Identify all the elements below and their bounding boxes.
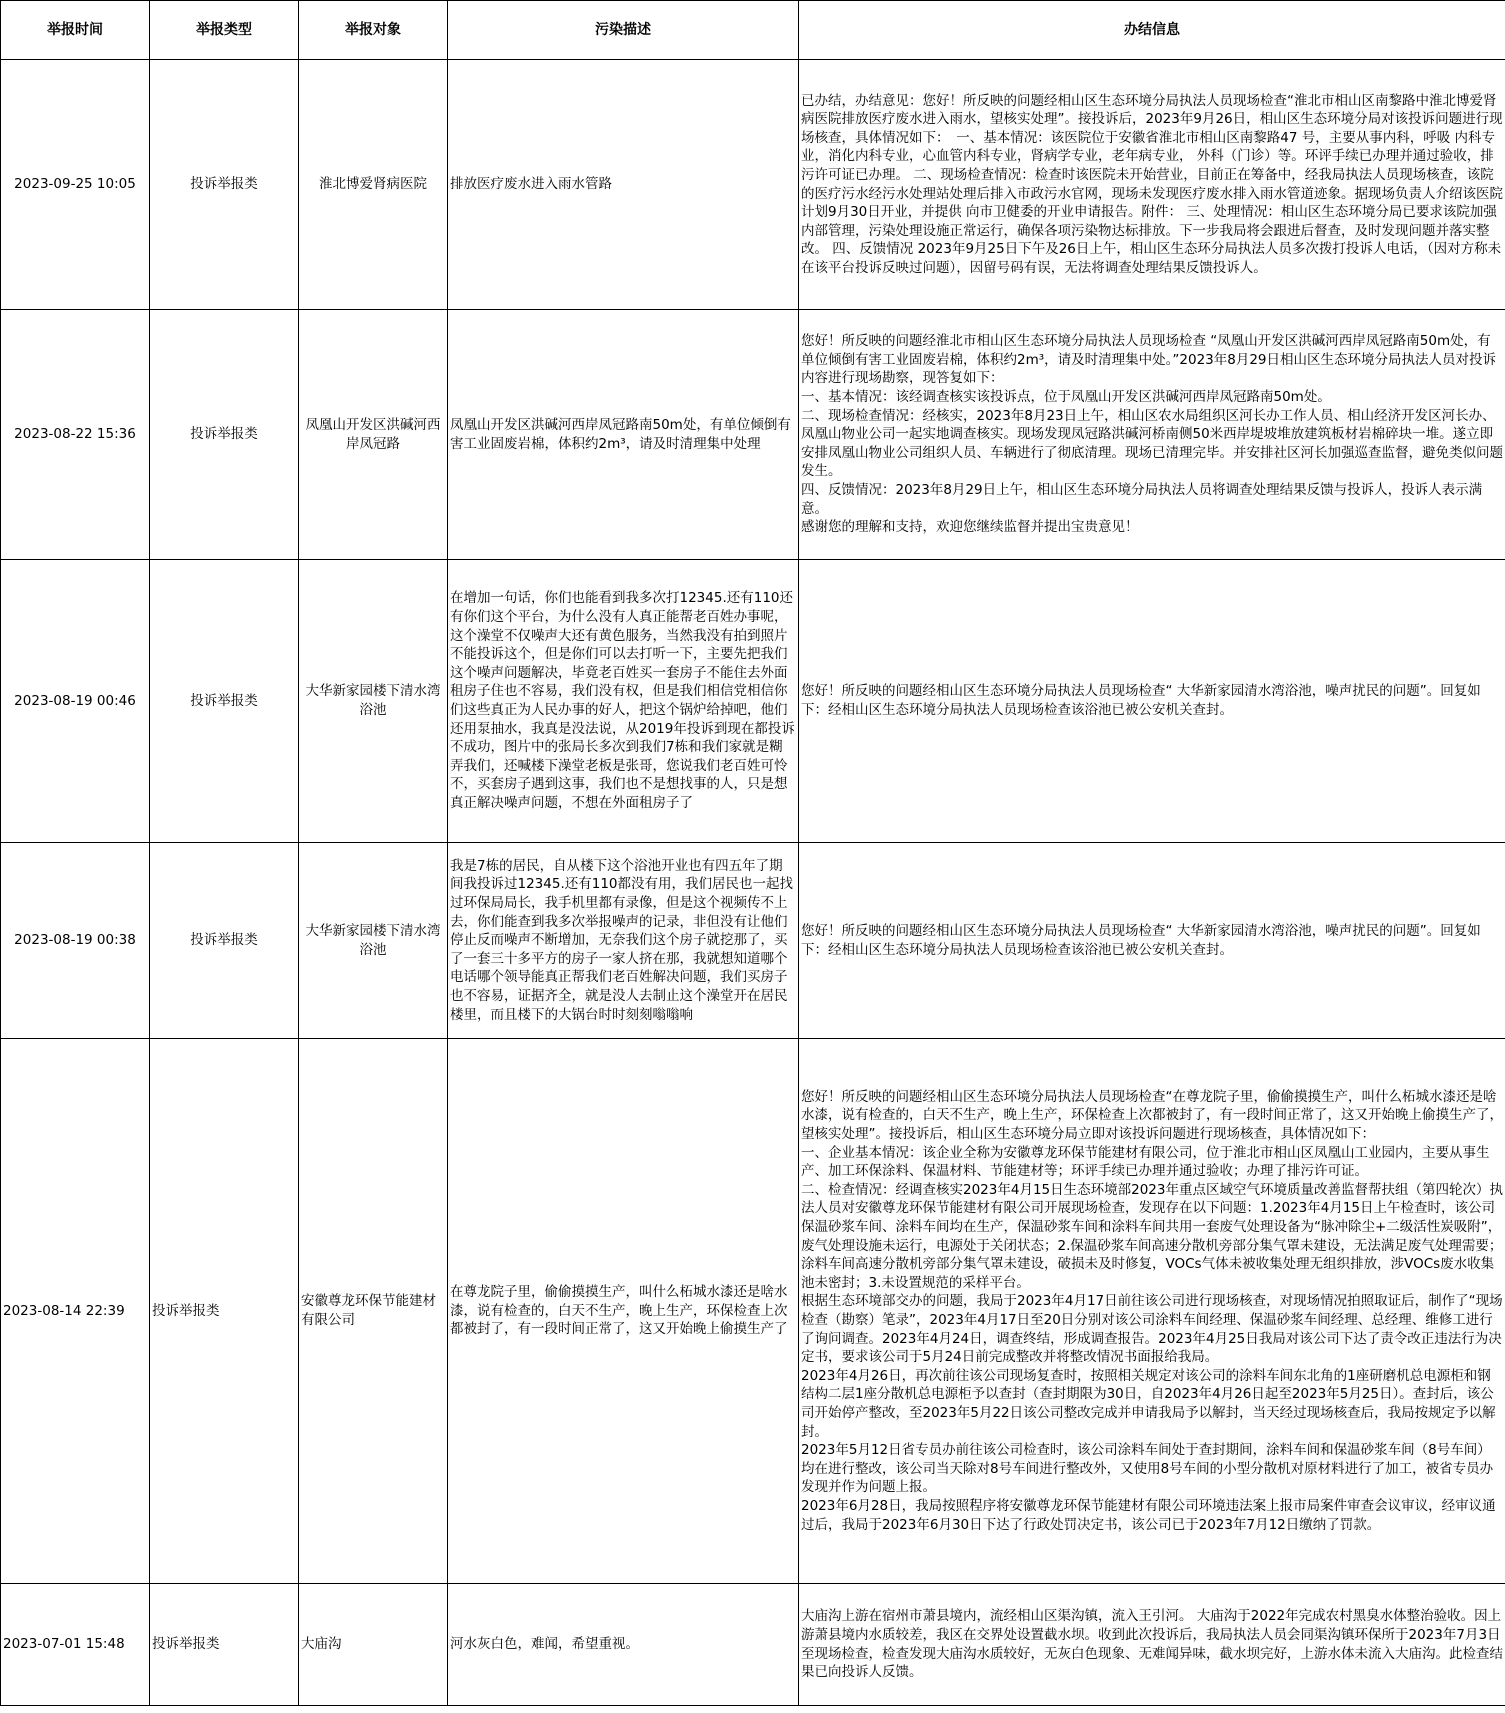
header-time: 举报时间 — [1, 1, 150, 60]
header-result: 办结信息 — [799, 1, 1505, 60]
resolution-info-cell: 您好！所反映的问题经淮北市相山区生态环境分局执法人员现场检查 “凤凰山开发区洪碱河西岸凤冠路南50m处，有单位倾倒有害工业固废岩棉，体积约2m³，请及时清理集中处。”2023年8月29日相山区生态环境分局执法人员对投诉内容进行现场勘察，现答复如下： 一、基本情况：该经调查核实该投诉点，位于凤凰山开发区洪碱河西岸凤冠路南50m处。 二、现场检查情况：经核实，2023年8月23日上午，相山区农水局组织区河长办工作人员、相山经济开发区河长办、凤凰山物业公司一起实地调查核实。现场发现凤冠路洪碱河桥南侧50米西岸堤坡堆放建筑板材岩棉碎块一堆。遂立即安排凤凰山物业公司组织人员、车辆进行了彻底清理。现场已清理完毕。并安排社区河长加强巡查监督，避免类似问题发生。 四、反馈情况：2023年8月29日上午，相山区生态环境分局执法人员将调查处理结果反馈与投诉人，投诉人表示满意。 感谢您的理解和支持，欢迎您继续监督并提出宝贵意见！ — [799, 310, 1505, 560]
header-row — [1, 1, 1505, 60]
report-type-cell: 投诉举报类 — [150, 1039, 299, 1584]
report-type-cell: 投诉举报类 — [150, 310, 299, 560]
pollution-description-cell: 河水灰白色，难闻，希望重视。 — [448, 1584, 799, 1706]
resolution-info-cell: 您好！所反映的问题经相山区生态环境分局执法人员现场检查“在尊龙院子里，偷偷摸摸生产，叫什么柘城水漆还是啥水漆，说有检查的，白天不生产，晚上生产，环保检查上次都被封了，有一段时间正常了，这又开始晚上偷摸生产了，望核实处理”。接投诉后，相山区生态环境分局立即对该投诉问题进行现场核查，具体情况如下： 一、企业基本情况：该企业全称为安徽尊龙环保节能建材有限公司，位于淮北市相山区凤凰山工业园内，主要从事生产、加工环保涂料、保温材料、节能建材等；环评手续已办理并通过验收；办理了排污许可证。 二、检查情况：经调查核实2023年4月15日生态环境部2023年重点区域空气环境质量改善监督帮扶组（第四轮次）执法人员对安徽尊龙环保节能建材有限公司开展现场检查，发现存在以下问题：1.2023年4月15日上午检查时，该公司保温砂浆车间、涂料车间均在生产，保温砂浆车间和涂料车间共用一套废气处理设备为“脉冲除尘+二级活性炭吸附”，废气处理设施未运行，电源处于关闭状态；2.保温砂浆车间高速分散机旁部分集气罩未建设，无法满足废气处理需要；涂料车间高速分散机旁部分集气罩未建设，破损未及时修复，VOCs气体未被收集处理无组织排放，涉VOCs废水收集池未密封；3.未设置规范的采样平台。 根据生态环境部交办的问题，我局于2023年4月17日前往该公司进行现场核查，对现场情况拍照取证后，制作了“现场检查（勘察）笔录”，2023年4月17日至20日分别对该公司涂料车间经理、保温砂浆车间经理、总经理、维修工进行了询问调查。2023年4月24日，调查终结，形成调查报告。2023年4月25日我局对该公司下达了责令改正违法行为决定书，要求该公司于5月24日前完成整改并将整改情况书面报给我局。 2023年4月26日，再次前往该公司现场复查时，按照相关规定对该公司的涂料车间东北角的1座研磨机总电源柜和钢结构二层1座分散机总电源柜予以查封（查封期限为30日，自2023年4月26日起至2023年5月25日）。查封后，该公司开始停产整改，至2023年5月22日该公司整改完成并申请我局予以解封，当天经过现场核查后，我局按规定予以解封。 2023年5月12日省专员办前往该公司检查时，该公司涂料车间处于查封期间，涂料车间和保温砂浆车间（8号车间）均在进行整改，该公司当天除对8号车间进行整改外，又使用8号车间的小型分散机对原材料进行了加工，被省专员办发现并作为问题上报。 2023年6月28日，我局按照程序将安徽尊龙环保节能建材有限公司环境违法案上报市局案件审查会议审议，经审议通过后，我局于2023年6月30日下达了行政处罚决定书，该公司已于2023年7月12日缴纳了罚款。 — [799, 1039, 1505, 1584]
table-row — [1, 1584, 1505, 1706]
table-row — [1, 560, 1505, 843]
resolution-info-cell: 您好！所反映的问题经相山区生态环境分局执法人员现场检查“ 大华新家园清水湾浴池，噪声扰民的问题”。回复如下：经相山区生态环境分局执法人员现场检查该浴池已被公安机关查封。 — [799, 560, 1505, 843]
header-description: 污染描述 — [448, 1, 799, 60]
report-target-cell: 安徽尊龙环保节能建材有限公司 — [299, 1039, 448, 1584]
report-time-cell: 2023-08-19 00:38 — [1, 843, 150, 1039]
pollution-description-cell: 排放医疗废水进入雨水管路 — [448, 60, 799, 310]
pollution-description-cell: 我是7栋的居民，自从楼下这个浴池开业也有四五年了期间我投诉过12345.还有110都没有用，我们居民也一起找过环保局局长，我手机里都有录像，但是这个视频传不上去，你们能查到我多次举报噪声的记录，非但没有让他们停止反而噪声不断增加，无奈我们这个房子就挖那了，买了一套三十多平方的房子一家人挤在那，我就想知道哪个电话哪个领导能真正帮我们老百姓解决问题，我们买房子也不容易，证据齐全，就是没人去制止这个澡堂开在居民楼里，而且楼下的大锅台时时刻刻嗡嗡响 — [448, 843, 799, 1039]
header-type: 举报类型 — [150, 1, 299, 60]
report-type-cell: 投诉举报类 — [150, 60, 299, 310]
resolution-info-cell: 已办结，办结意见：您好！所反映的问题经相山区生态环境分局执法人员现场检查“淮北市相山区南黎路中淮北博爱肾病医院排放医疗废水进入雨水，望核实处理”。接投诉后，2023年9月26日，相山区生态环境分局对该投诉问题进行现场核查，具体情况如下： 一、基本情况：该医院位于安徽省淮北市相山区南黎路47 号，主要从事内科，呼吸 内科专业，消化内科专业，心血管内科专业，肾病学专业，老年病专业， 外科（门诊）等。环评手续已办理并通过验收，排污许可证已办理。 二、现场检查情况：检查时该医院未开始营业，目前正在筹备中，经我局执法人员现场核查，该院的医疗污水经污水处理站处理后排入市政污水官网，现场未发现医疗废水排入雨水管道迹象。据现场负责人介绍该医院计划9月30日开业，并提供 向市卫健委的开业申请报告。附件： 三、处理情况：相山区生态环境分局已要求该院加强内部管理，污染处理设施正常运行，确保各项污染物达标排放。下一步我局将会跟进后督查，及时发现问题并落实整改。 四、反馈情况 2023年9月25日下午及26日上午，相山区生态环分局执法人员多次拨打投诉人电话，（因对方称未在该平台投诉反映过问题），因留号码有误，无法将调查处理结果反馈投诉人。 — [799, 60, 1505, 310]
report-time-cell: 2023-08-19 00:46 — [1, 560, 150, 843]
report-target-cell: 大庙沟 — [299, 1584, 448, 1706]
report-target-cell: 大华新家园楼下清水湾浴池 — [299, 560, 448, 843]
report-time-cell: 2023-08-22 15:36 — [1, 310, 150, 560]
pollution-description-cell: 在尊龙院子里，偷偷摸摸生产，叫什么柘城水漆还是啥水漆，说有检查的，白天不生产，晚上生产，环保检查上次都被封了，有一段时间正常了，这又开始晚上偷摸生产了 — [448, 1039, 799, 1584]
pollution-description-cell: 凤凰山开发区洪碱河西岸凤冠路南50m处，有单位倾倒有害工业固废岩棉，体积约2m³，请及时清理集中处理 — [448, 310, 799, 560]
report-target-cell: 凤凰山开发区洪碱河西岸凤冠路 — [299, 310, 448, 560]
report-target-cell: 淮北博爱肾病医院 — [299, 60, 448, 310]
report-time-cell: 2023-07-01 15:48 — [1, 1584, 150, 1706]
pollution-description-cell: 在增加一句话，你们也能看到我多次打12345.还有110还有你们这个平台，为什么没有人真正能帮老百姓办事呢，这个澡堂不仅噪声大还有黄色服务，当然我没有拍到照片不能投诉这个，但是你们可以去打听一下，主要先把我们这个噪声问题解决，毕竟老百姓买一套房子不能住去外面租房子住也不容易，我们没有权，但是我们相信党相信你们这些真正为人民办事的好人，把这个锅炉给掉吧，他们还用泵抽水，我真是没法说，从2019年投诉到现在都投诉不成功，图片中的张局长多次到我们7栋和我们家就是糊弄我们，还喊楼下澡堂老板是张哥，您说我们老百姓可怜不，买套房子遇到这事，我们也不是想找事的人，只是想真正解决噪声问题，不想在外面租房子了 — [448, 560, 799, 843]
report-target-cell: 大华新家园楼下清水湾浴池 — [299, 843, 448, 1039]
table-row — [1, 60, 1505, 310]
table-row — [1, 1039, 1505, 1584]
report-time-cell: 2023-08-14 22:39 — [1, 1039, 150, 1584]
report-type-cell: 投诉举报类 — [150, 1584, 299, 1706]
header-target: 举报对象 — [299, 1, 448, 60]
report-time-cell: 2023-09-25 10:05 — [1, 60, 150, 310]
resolution-info-cell: 您好！所反映的问题经相山区生态环境分局执法人员现场检查“ 大华新家园清水湾浴池，噪声扰民的问题”。回复如下：经相山区生态环境分局执法人员现场检查该浴池已被公安机关查封。 — [799, 843, 1505, 1039]
report-type-cell: 投诉举报类 — [150, 560, 299, 843]
table-row — [1, 843, 1505, 1039]
table-row — [1, 310, 1505, 560]
resolution-info-cell: 大庙沟上游在宿州市萧县境内，流经相山区渠沟镇，流入王引河。 大庙沟于2022年完成农村黑臭水体整治验收。因上游萧县境内水质较差，我区在交界处设置截水坝。收到此次投诉后，我局执法人员会同渠沟镇环保所于2023年7月3日至现场检查，检查发现大庙沟水质较好，无灰白色现象、无难闻异味，截水坝完好，上游水体未流入大庙沟。此检查结果已向投诉人反馈。 — [799, 1584, 1505, 1706]
report-type-cell: 投诉举报类 — [150, 843, 299, 1039]
